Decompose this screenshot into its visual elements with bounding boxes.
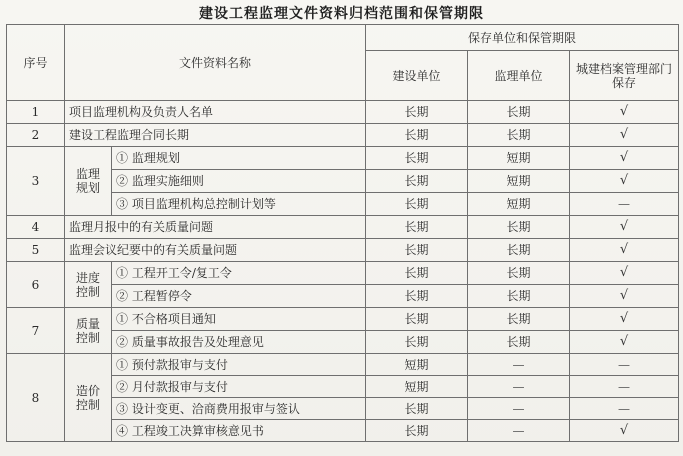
archive-mark: — [570, 376, 679, 398]
supervisor-term: — [468, 420, 570, 442]
owner-term: 长期 [366, 398, 468, 420]
archive-mark: — [570, 193, 679, 216]
archive-mark: √ [570, 170, 679, 193]
archive-mark: √ [570, 285, 679, 308]
table-row [7, 262, 679, 285]
supervisor-term: 长期 [468, 216, 570, 239]
owner-term: 长期 [366, 239, 468, 262]
table-row [7, 147, 679, 170]
table-row [7, 101, 679, 124]
archive-mark: — [570, 354, 679, 376]
supervisor-term: 短期 [468, 170, 570, 193]
table-row [7, 216, 679, 239]
category-line-2: 控制 [75, 330, 100, 345]
row-category [65, 262, 112, 308]
row-category [65, 147, 112, 216]
header-seq: 序号 [7, 25, 65, 101]
row-name: 项目监理机构及负责人名单 [65, 101, 366, 124]
category-line-1: 造价 [75, 383, 100, 398]
table-row [7, 239, 679, 262]
owner-term: 长期 [366, 308, 468, 331]
owner-term: 长期 [366, 262, 468, 285]
document-title: 建设工程监理文件资料归档范围和保管期限 [199, 6, 484, 22]
supervisor-term: — [468, 354, 570, 376]
owner-term: 短期 [366, 376, 468, 398]
archive-mark: √ [570, 101, 679, 124]
category-line-2: 控制 [75, 284, 100, 299]
archive-mark: √ [570, 124, 679, 147]
sub-item-name: ② 工程暂停令 [112, 285, 366, 308]
header-group: 保存单位和保管期限 [366, 25, 679, 51]
supervisor-term: 短期 [468, 193, 570, 216]
owner-term: 长期 [366, 331, 468, 354]
supervisor-term: 长期 [468, 308, 570, 331]
category-line-1: 进度 [75, 270, 100, 285]
table-row [7, 308, 679, 331]
owner-term: 短期 [366, 354, 468, 376]
supervisor-term: 长期 [468, 262, 570, 285]
owner-term: 长期 [366, 124, 468, 147]
sub-item-name: ② 质量事故报告及处理意见 [112, 331, 366, 354]
owner-term: 长期 [366, 147, 468, 170]
archive-table [6, 24, 679, 442]
header-name: 文件资料名称 [65, 25, 366, 101]
sub-item-name: ④ 工程竣工决算审核意见书 [112, 420, 366, 442]
supervisor-term: 长期 [468, 285, 570, 308]
archive-mark: √ [570, 239, 679, 262]
row-seq: 7 [7, 308, 65, 354]
header-archive: 城建档案管理部门保存 [570, 51, 679, 101]
category-line-1: 质量 [75, 316, 100, 331]
owner-term: 长期 [366, 193, 468, 216]
row-name: 监理月报中的有关质量问题 [65, 216, 366, 239]
header-row-1 [7, 25, 679, 51]
header-supervisor: 监理单位 [468, 51, 570, 101]
sub-item-name: ① 不合格项目通知 [112, 308, 366, 331]
supervisor-term: 长期 [468, 331, 570, 354]
owner-term: 长期 [366, 170, 468, 193]
sub-item-name: ① 监理规划 [112, 147, 366, 170]
supervisor-term: 长期 [468, 239, 570, 262]
supervisor-term: 长期 [468, 124, 570, 147]
row-seq: 2 [7, 124, 65, 147]
owner-term: 长期 [366, 285, 468, 308]
row-seq: 3 [7, 147, 65, 216]
row-seq: 4 [7, 216, 65, 239]
archive-mark: √ [570, 147, 679, 170]
archive-mark: √ [570, 308, 679, 331]
owner-term: 长期 [366, 101, 468, 124]
supervisor-term: 短期 [468, 147, 570, 170]
supervisor-term: — [468, 376, 570, 398]
category-line-2: 规划 [75, 181, 100, 195]
supervisor-term: — [468, 398, 570, 420]
archive-mark: √ [570, 216, 679, 239]
sub-item-name: ① 预付款报审与支付 [112, 354, 366, 376]
owner-term: 长期 [366, 216, 468, 239]
sub-item-name: ② 月付款报审与支付 [112, 376, 366, 398]
sub-item-name: ① 工程开工令/复工令 [112, 262, 366, 285]
sub-item-name: ③ 项目监理机构总控制计划等 [112, 193, 366, 216]
row-name: 监理会议纪要中的有关质量问题 [65, 239, 366, 262]
archive-mark: √ [570, 420, 679, 442]
category-line-1: 监理 [75, 167, 100, 181]
row-category [65, 354, 112, 442]
row-name: 建设工程监理合同长期 [65, 124, 366, 147]
table-row [7, 124, 679, 147]
supervisor-term: 长期 [468, 101, 570, 124]
sub-item-name: ② 监理实施细则 [112, 170, 366, 193]
archive-mark: — [570, 398, 679, 420]
row-seq: 1 [7, 101, 65, 124]
owner-term: 长期 [366, 420, 468, 442]
sub-item-name: ③ 设计变更、洽商费用报审与签认 [112, 398, 366, 420]
row-seq: 8 [7, 354, 65, 442]
table-row [7, 354, 679, 376]
archive-mark: √ [570, 262, 679, 285]
row-category [65, 308, 112, 354]
category-line-2: 控制 [75, 397, 100, 412]
archive-mark: √ [570, 331, 679, 354]
header-owner: 建设单位 [366, 51, 468, 101]
row-seq: 5 [7, 239, 65, 262]
row-seq: 6 [7, 262, 65, 308]
